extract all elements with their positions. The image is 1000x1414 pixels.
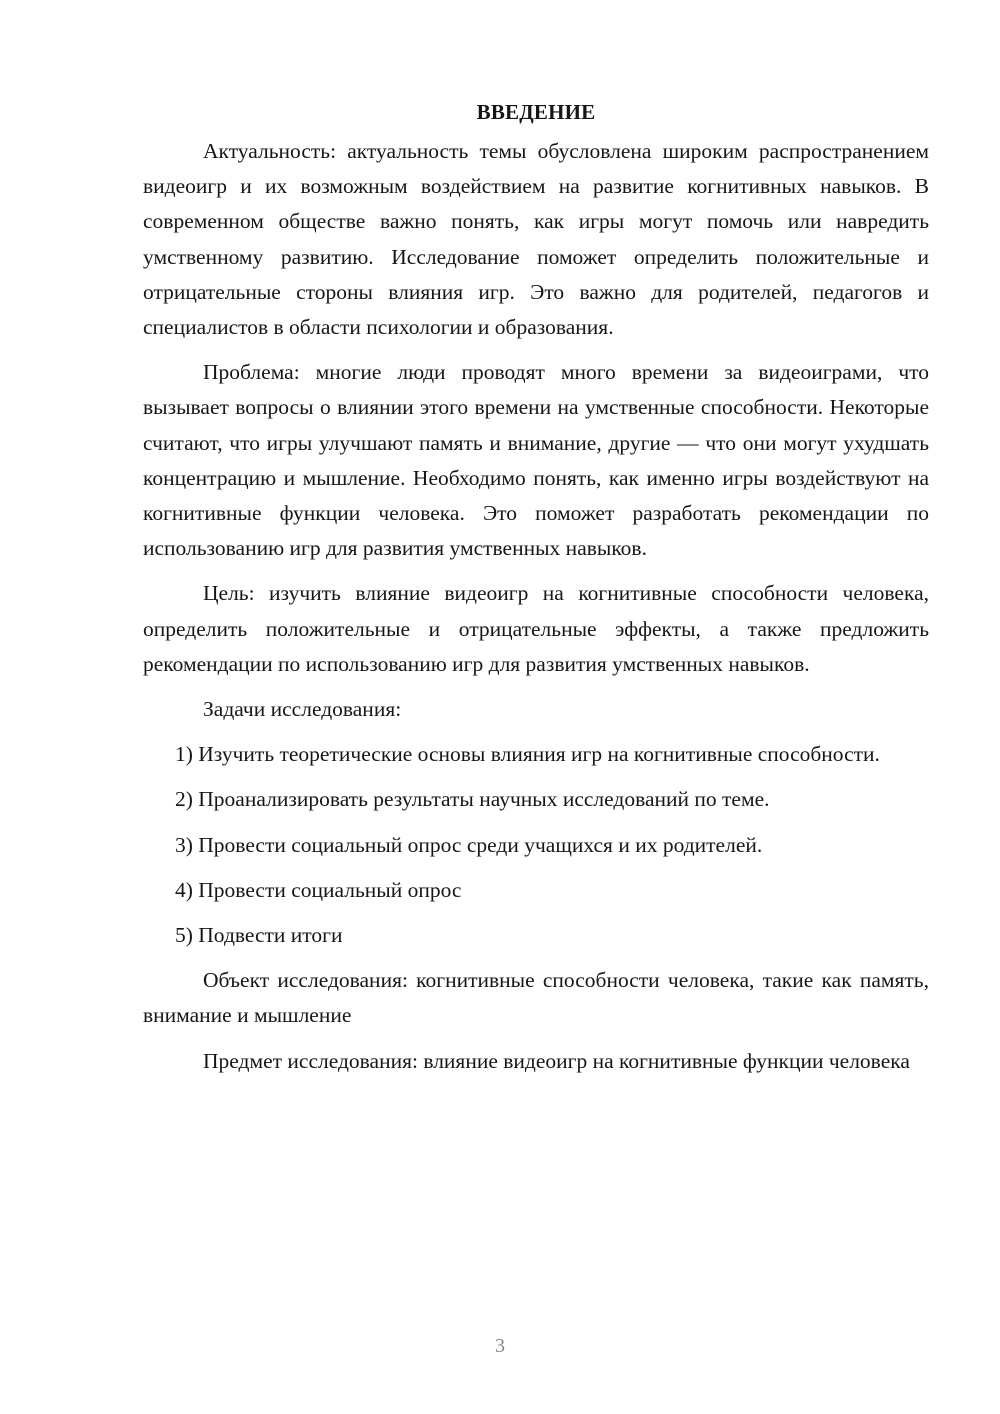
task-item: 4) Провести социальный опрос <box>175 877 462 902</box>
problem-paragraph: Проблема: многие люди проводят много времени за видеоиграми, что вызывает вопросы о влиянии этого времени на умственные способности. Некоторые считают, что игры улучшают память и внимание, другие — что они могут ухудшать концентрацию и мышление. Необходимо понять, как именно игры воздействуют на когнитивные функции человека. Это поможет разработать рекомендации по использованию игр для развития умственных навыков. <box>143 360 929 561</box>
goal-paragraph: Цель: изучить влияние видеоигр на когнитивные способности человека, определить положительные и отрицательные эффекты, а также предложить рекомендации по использованию игр для развития умственных навыков. <box>143 581 929 676</box>
page-number: 3 <box>495 1335 505 1357</box>
page-content <box>143 96 929 1079</box>
relevance-paragraph: Актуальность: актуальность темы обусловлена широким распространением видеоигр и их возможным воздействием на развитие когнитивных навыков. В современном обществе важно понять, как игры могут помочь или навредить умственному развитию. Исследование поможет определить положительные и отрицательные стороны влияния игр. Это важно для родителей, педагогов и специалистов в области психологии и образования. <box>143 139 929 340</box>
task-item: 2) Проанализировать результаты научных исследований по теме. <box>175 787 770 812</box>
subject-paragraph: Предмет исследования: влияние видеоигр на когнитивные функции человека <box>203 1048 910 1073</box>
task-item: 3) Провести социальный опрос среди учащихся и их родителей. <box>175 832 763 857</box>
section-title: ВВЕДЕНИЕ <box>476 100 596 124</box>
task-item: 5) Подвести итоги <box>175 923 343 948</box>
tasks-list <box>143 737 929 953</box>
tasks-label: Задачи исследования: <box>203 697 402 722</box>
object-paragraph: Объект исследования: когнитивные способности человека, такие как память, внимание и мышление <box>143 968 929 1028</box>
task-item: 1) Изучить теоретические основы влияния игр на когнитивные способности. <box>175 742 880 767</box>
